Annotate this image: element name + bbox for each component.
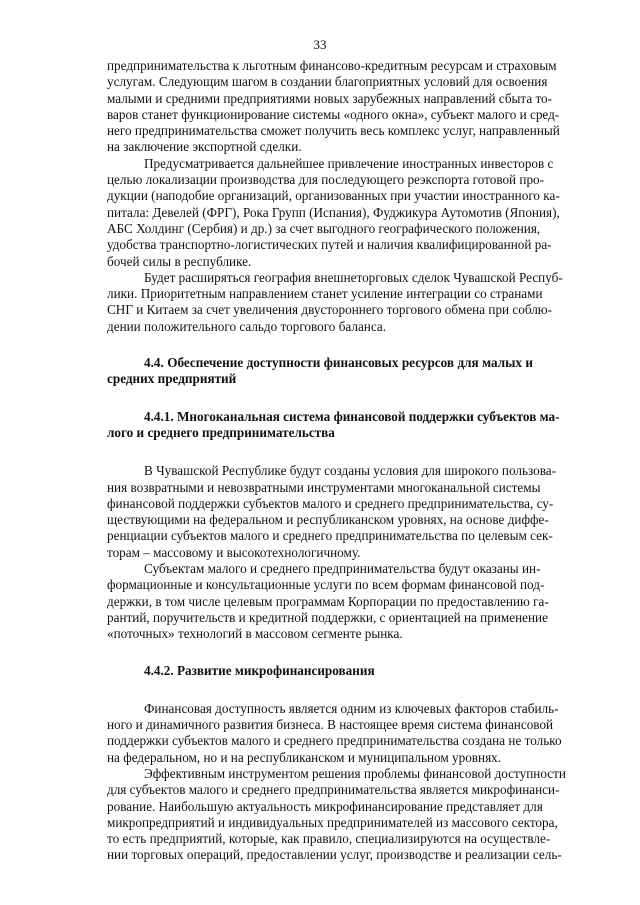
text-line: предпринимательства к льготным финансово-кредитным ресурсам и страховым [107, 58, 557, 73]
subsection-heading [107, 408, 560, 442]
text-line: Субъектам малого и среднего предпринимательства будут оказаны ин- [144, 561, 541, 577]
text-line: питала: Девелей (ФРГ), Рока Групп (Испания), Фуджикура Аутомотив (Япония), [107, 204, 560, 220]
text-line: целью локализации производства для последующего реэкспорта готовой про- [107, 172, 545, 188]
heading-line: средних предприятий [107, 371, 237, 387]
text-line: нии торговых операций, предоставлении услуг, производстве и реализации сель- [107, 847, 562, 863]
text-line: малыми и средними предприятиями новых зарубежных направлений сбыта то- [107, 90, 553, 106]
text-line: торам – массовому и высокотехнологичному. [107, 544, 361, 560]
text-line: ществующими на федеральном и республиканском уровнях, на основе диффе- [107, 512, 549, 528]
text-line: поддержки субъектов малого и среднего предпринимательства создана не только [107, 733, 562, 749]
text-line: Финансовая доступность является одним из ключевых факторов стабиль- [144, 700, 559, 716]
text-line: «поточных» технологий в массовом сегменте рынка. [107, 626, 403, 642]
paragraph [107, 561, 549, 642]
text-line: ного и динамичного развития бизнеса. В настоящее время система финансовой [107, 717, 554, 733]
text-line: удобства транспортно-логистических путей и наличия квалифицированной ра- [107, 237, 552, 253]
paragraph [107, 58, 560, 156]
paragraph [107, 700, 562, 766]
paragraph [107, 463, 557, 561]
text-line: ния возвратными и невозвратными инструментами многоканальной системы [107, 479, 541, 495]
paragraph [107, 765, 566, 864]
text-line: дукции (наподобие организаций, организованных при участии иностранного ка- [107, 188, 560, 204]
document-body [107, 58, 566, 864]
text-line: него предпринимательства сможет получить весь комплекс услуг, направленный [107, 123, 560, 139]
heading-line: лого и среднего предпринимательства [107, 424, 335, 440]
text-line: В Чувашской Республике будут созданы условия для широкого пользова- [144, 463, 557, 479]
text-line: то есть предприятий, которые, как правило, специализируются на осуществле- [107, 831, 551, 847]
heading-line: 4.4. Обеспечение доступности финансовых ресурсов для малых и [144, 355, 533, 371]
section-heading [107, 355, 533, 388]
subsection-heading [107, 663, 533, 679]
text-line: держки, в том числе целевым программам Корпорации по предоставлению га- [107, 593, 549, 609]
text-line: финансовой поддержки субъектов малого и среднего предпринимательства, су- [107, 495, 554, 511]
text-line: дении положительного сальдо торгового баланса. [107, 318, 387, 334]
text-line: на заключение экспортной сделки. [107, 139, 302, 155]
paragraph [107, 155, 560, 270]
text-line: бочей силы в республике. [107, 253, 252, 269]
text-line: для субъектов малого и среднего предпринимательства является микрофинанси- [107, 782, 560, 798]
paragraph [107, 269, 563, 335]
text-line: рантий, поручительств и кредитной поддержки, с ориентацией на применение [107, 609, 548, 625]
text-line: АБС Холдинг (Сербия) и др.) за счет выгодного географического положения, [107, 220, 541, 236]
text-line: формационные и консультационные услуги по всем формам финансовой под- [107, 577, 545, 593]
text-line: варов станет функционирование системы «одного окна», субъект малого и сред- [107, 106, 560, 122]
text-line: услугам. Следующим шагом в создании благоприятных условий для освоения [107, 74, 548, 90]
text-line: СНГ и Китаем за счет увеличения двустороннего торгового обмена при соблю- [107, 302, 553, 318]
text-line: Будет расширяться география внешнеторговых сделок Чувашской Респуб- [144, 269, 563, 285]
text-line: Эффективным инструментом решения проблемы финансовой доступности [144, 765, 566, 781]
heading-line: 4.4.2. Развитие микрофинансирования [144, 662, 375, 678]
heading-line: 4.4.1. Многоканальная система финансовой поддержки субъектов ма- [144, 408, 560, 424]
text-line: микропредприятий и индивидуальных предпринимателей из массового сектора, [107, 814, 558, 830]
text-line: ренциации субъектов малого и среднего предпринимательства по целевым сек- [107, 528, 553, 544]
text-line: лики. Приоритетным направлением станет усиление интеграции со странами [107, 286, 543, 302]
text-line: Предусматривается дальнейшее привлечение иностранных инвесторов с [144, 155, 554, 171]
text-line: на федеральном, но и на республиканском и муниципальном уровнях. [107, 749, 502, 765]
page-number: 33 [313, 37, 327, 52]
text-line: рование. Наибольшую актуальность микрофинансирование представляет для [107, 798, 543, 814]
